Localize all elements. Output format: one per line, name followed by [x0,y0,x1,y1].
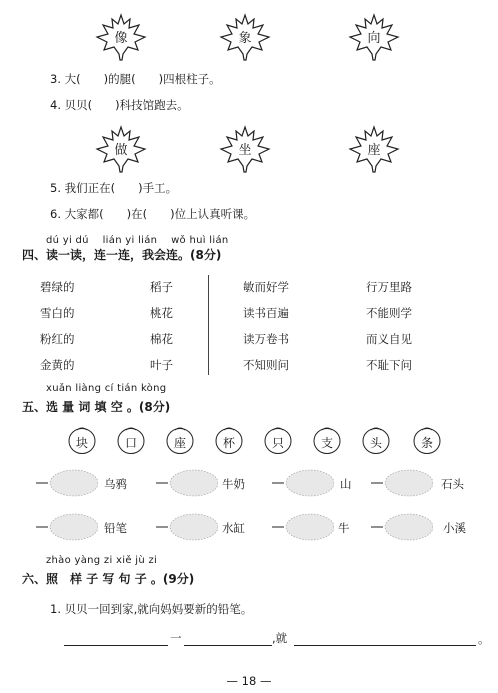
fill-blank[interactable]: 乌鸦 [36,468,161,498]
match-right1-2: 读书百遍 [243,306,289,320]
section6-pinyin: zhào yàng zi xiě jù zi [46,555,158,566]
section6-title: 六、照 样 子 写 句 子 。(9分) [22,572,195,586]
example-sentence: 1. 贝贝一回到家,就向妈妈要新的铅笔。 [50,602,253,616]
answer-blank-2[interactable] [184,645,272,646]
leaf-char: 象 [238,31,252,46]
column-divider [208,275,209,375]
section4-title: 四、读一读，连一连，我会连。(8分) [22,248,222,262]
blank-oval-icon [272,512,334,542]
match-right2-1: 行万里路 [366,280,412,294]
leaf-char: 坐 [238,143,252,158]
match-right2-3: 而义自见 [366,332,412,346]
connector-yi: 一 [170,631,182,645]
match-right1-1: 敏而好学 [243,280,289,294]
measure-word-option: 座 [165,425,195,455]
fill-blank[interactable]: 牛奶 [156,468,281,498]
fill-blank[interactable]: 石头 [371,468,491,498]
connector-jiu: ,就 [272,631,288,645]
measure-word-option: 口 [116,425,146,455]
page-number: — 18 — [226,674,272,688]
blank-oval-icon [371,468,433,498]
leaf-card-2 [217,12,273,62]
fill-blank[interactable]: 铅笔 [36,512,161,542]
blank-oval-icon [36,468,98,498]
leaf-card-1 [93,12,149,62]
leaf-char: 像 [114,31,128,46]
measure-word-option: 杯 [214,425,244,455]
question-5: 5. 我们正在( )手工。 [50,181,178,195]
question-4: 4. 贝贝( )科技馆跑去。 [50,98,189,112]
answer-blank-3[interactable] [294,645,476,646]
match-mid-3: 棉花 [150,332,173,346]
match-left-2: 雪白的 [40,306,75,320]
leaf-char: 向 [367,31,381,46]
measure-word-option: 只 [263,425,293,455]
blank-oval-icon [36,512,98,542]
answer-blank-1[interactable] [64,645,168,646]
leaf-card-5 [217,124,273,174]
match-mid-1: 稻子 [150,280,173,294]
measure-word-option: 头 [361,425,391,455]
match-left-1: 碧绿的 [40,280,75,294]
match-left-4: 金黄的 [40,358,75,372]
blank-oval-icon [156,468,218,498]
match-right1-3: 读万卷书 [243,332,289,346]
measure-word-option: 块 [67,425,97,455]
measure-word-option: 条 [412,425,442,455]
fill-blank[interactable]: 水缸 [156,512,281,542]
leaf-card-4 [93,124,149,174]
fill-blank[interactable]: 牛 [272,512,382,542]
match-left-3: 粉红的 [40,332,75,346]
match-mid-2: 桃花 [150,306,173,320]
match-right2-4: 不耻下问 [366,358,412,372]
blank-oval-icon [156,512,218,542]
leaf-char: 做 [114,143,128,158]
question-3: 3. 大( )的腿( )四根柱子。 [50,72,221,86]
blank-oval-icon [371,512,433,542]
question-6: 6. 大家都( )在( )位上认真听课。 [50,207,256,221]
measure-word-option: 支 [312,425,342,455]
section4-pinyin: dú yi dú lián yi lián wǒ huì lián [46,235,229,246]
match-mid-4: 叶子 [150,358,173,372]
fill-blank[interactable]: 小溪 [371,512,491,542]
end-period: 。 [478,632,490,646]
fill-blank[interactable]: 山 [272,468,382,498]
blank-oval-icon [272,468,334,498]
leaf-card-3 [346,12,402,62]
leaf-char: 座 [367,143,381,158]
leaf-card-6 [346,124,402,174]
section5-title: 五、选 量 词 填 空 。(8分) [22,400,171,414]
match-right1-4: 不知则问 [243,358,289,372]
section5-pinyin: xuǎn liàng cí tián kòng [46,383,167,394]
match-right2-2: 不能则学 [366,306,412,320]
